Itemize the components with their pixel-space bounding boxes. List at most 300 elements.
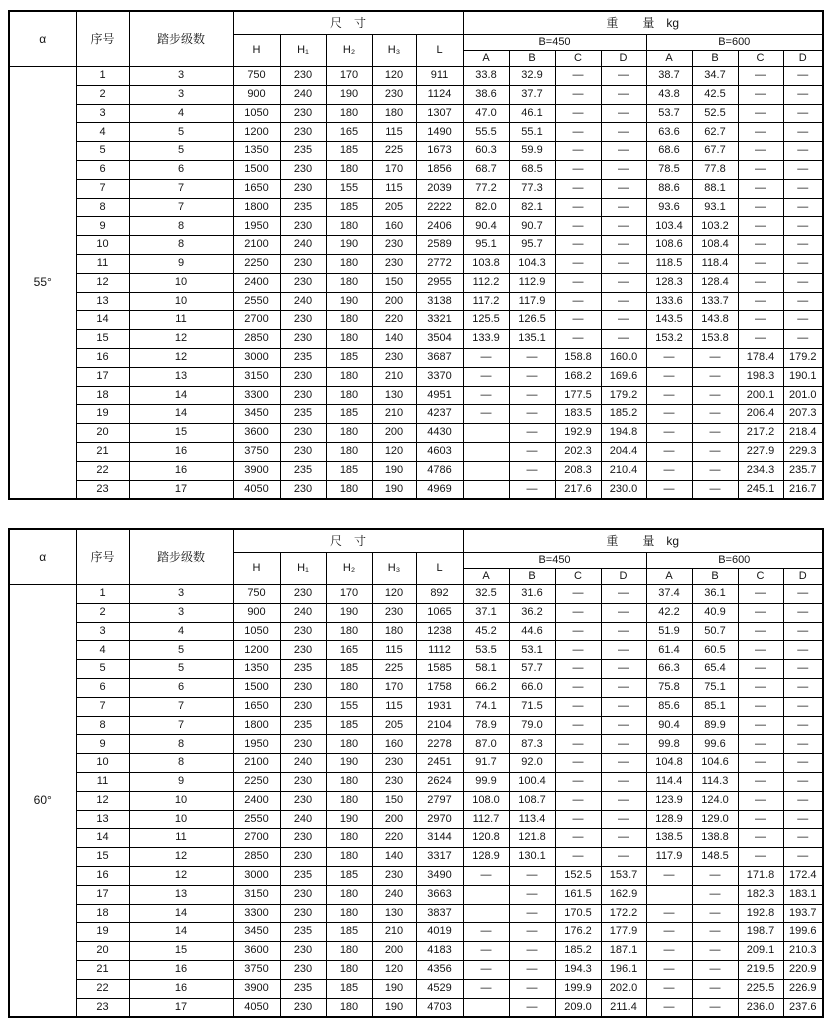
table-row <box>9 236 823 255</box>
cell: 66.0 <box>509 678 555 697</box>
cell: 230 <box>280 998 326 1017</box>
cell: 79.0 <box>509 716 555 735</box>
cell: — <box>692 348 738 367</box>
cell: 138.8 <box>692 829 738 848</box>
cell: 1050 <box>233 104 280 123</box>
table-row <box>9 904 823 923</box>
cell: — <box>646 960 692 979</box>
cell: 185.2 <box>601 405 646 424</box>
cell: 194.3 <box>555 960 601 979</box>
cell: 115 <box>372 179 416 198</box>
table-row <box>9 641 823 660</box>
cell: 23 <box>76 480 129 499</box>
cell: — <box>601 848 646 867</box>
header-b600-col-0: A <box>646 569 692 585</box>
cell: 58.1 <box>463 660 509 679</box>
table-row <box>9 461 823 480</box>
cell: 9 <box>76 217 129 236</box>
cell: 4951 <box>416 386 463 405</box>
header-b600-col-0: A <box>646 51 692 67</box>
cell: 240 <box>372 885 416 904</box>
cell: — <box>738 772 783 791</box>
cell: 7 <box>129 716 233 735</box>
table-row <box>9 923 823 942</box>
cell: — <box>555 791 601 810</box>
cell: 7 <box>129 697 233 716</box>
cell: 1758 <box>416 678 463 697</box>
cell: — <box>783 622 823 641</box>
cell: — <box>555 603 601 622</box>
cell: 150 <box>372 791 416 810</box>
cell: 219.5 <box>738 960 783 979</box>
cell: 3 <box>129 603 233 622</box>
cell: 210 <box>372 923 416 942</box>
cell: 180 <box>326 254 372 273</box>
cell: — <box>509 386 555 405</box>
cell: — <box>738 330 783 349</box>
cell: 1490 <box>416 123 463 142</box>
cell: 190 <box>326 754 372 773</box>
cell: — <box>601 67 646 86</box>
header-dimensions: 尺 寸 <box>233 11 463 35</box>
cell: 75.8 <box>646 678 692 697</box>
cell: 185 <box>326 142 372 161</box>
cell: — <box>692 442 738 461</box>
cell: 170 <box>372 160 416 179</box>
header-steps: 踏步级数 <box>129 11 233 67</box>
cell: 180 <box>326 791 372 810</box>
cell: 128.3 <box>646 273 692 292</box>
cell: 172.4 <box>783 866 823 885</box>
cell: — <box>601 585 646 604</box>
table-row <box>9 979 823 998</box>
cell: — <box>783 104 823 123</box>
cell: 190.1 <box>783 367 823 386</box>
cell: 5 <box>129 123 233 142</box>
cell: 160 <box>372 735 416 754</box>
cell: 230 <box>280 330 326 349</box>
cell: 180 <box>326 735 372 754</box>
cell: — <box>646 480 692 499</box>
cell: — <box>783 311 823 330</box>
table-row <box>9 810 823 829</box>
cell: 180 <box>326 442 372 461</box>
cell: 240 <box>280 236 326 255</box>
cell: — <box>646 386 692 405</box>
cell: 4050 <box>233 480 280 499</box>
cell: 6 <box>129 678 233 697</box>
cell: 200 <box>372 292 416 311</box>
cell: 230 <box>280 791 326 810</box>
cell: 62.7 <box>692 123 738 142</box>
cell: 2550 <box>233 292 280 311</box>
cell: 13 <box>76 810 129 829</box>
alpha-value: 60° <box>9 585 76 1018</box>
cell: 230 <box>280 697 326 716</box>
cell: — <box>555 848 601 867</box>
cell: — <box>646 424 692 443</box>
cell: 16 <box>129 960 233 979</box>
header-dim-col-0: H <box>233 35 280 67</box>
cell: — <box>783 772 823 791</box>
cell: — <box>692 386 738 405</box>
cell: 55.1 <box>509 123 555 142</box>
cell: 190 <box>372 998 416 1017</box>
cell: 190 <box>372 461 416 480</box>
cell: 4019 <box>416 923 463 942</box>
cell: — <box>783 848 823 867</box>
cell: — <box>509 424 555 443</box>
header-b450: B=450 <box>463 35 646 51</box>
table-row <box>9 348 823 367</box>
cell: 230 <box>280 386 326 405</box>
cell: 65.4 <box>692 660 738 679</box>
cell: — <box>555 254 601 273</box>
cell: 17 <box>129 480 233 499</box>
cell: 3000 <box>233 866 280 885</box>
cell: — <box>555 217 601 236</box>
cell: 180 <box>326 904 372 923</box>
cell: 3663 <box>416 885 463 904</box>
cell: 130.1 <box>509 848 555 867</box>
cell: 192.8 <box>738 904 783 923</box>
cell: 198.7 <box>738 923 783 942</box>
cell: 90.4 <box>463 217 509 236</box>
cell: 200.1 <box>738 386 783 405</box>
cell: 77.8 <box>692 160 738 179</box>
cell: 230 <box>280 123 326 142</box>
cell: 124.0 <box>692 791 738 810</box>
cell: 128.9 <box>646 810 692 829</box>
cell: 1200 <box>233 123 280 142</box>
cell: 180 <box>326 678 372 697</box>
cell: 12 <box>76 273 129 292</box>
cell: — <box>463 348 509 367</box>
table-row <box>9 386 823 405</box>
cell: 190 <box>326 85 372 104</box>
cell: — <box>738 791 783 810</box>
cell: — <box>509 367 555 386</box>
cell: 152.5 <box>555 866 601 885</box>
cell: 91.7 <box>463 754 509 773</box>
cell: 230 <box>280 960 326 979</box>
cell: — <box>783 179 823 198</box>
cell: — <box>601 810 646 829</box>
cell: 190 <box>326 236 372 255</box>
cell: 21 <box>76 960 129 979</box>
cell: 8 <box>76 716 129 735</box>
cell: 190 <box>372 979 416 998</box>
cell: 185 <box>326 923 372 942</box>
cell: — <box>783 735 823 754</box>
spec-table-60deg <box>8 528 824 1018</box>
cell: 5 <box>76 660 129 679</box>
cell: 14 <box>76 829 129 848</box>
cell: 4430 <box>416 424 463 443</box>
cell: — <box>692 424 738 443</box>
cell: 118.4 <box>692 254 738 273</box>
cell: 155 <box>326 697 372 716</box>
cell: 3450 <box>233 923 280 942</box>
cell: — <box>738 735 783 754</box>
cell: 23 <box>76 998 129 1017</box>
cell: 16 <box>76 348 129 367</box>
cell: 230 <box>280 160 326 179</box>
cell: 3150 <box>233 367 280 386</box>
cell: 240 <box>280 810 326 829</box>
cell: 104.6 <box>692 754 738 773</box>
header-alpha: α <box>9 11 76 67</box>
cell: 2 <box>76 603 129 622</box>
table-row <box>9 998 823 1017</box>
cell: — <box>601 716 646 735</box>
cell: 2589 <box>416 236 463 255</box>
cell: 3900 <box>233 979 280 998</box>
header-b450-col-1: B <box>509 569 555 585</box>
cell: 75.1 <box>692 678 738 697</box>
cell: 2 <box>76 85 129 104</box>
cell: — <box>601 236 646 255</box>
cell: 176.2 <box>555 923 601 942</box>
cell: 1350 <box>233 142 280 161</box>
cell: 12 <box>129 330 233 349</box>
cell: 13 <box>76 292 129 311</box>
header-dim-col-2: H₂ <box>326 35 372 67</box>
cell: 60.3 <box>463 142 509 161</box>
table-row <box>9 697 823 716</box>
cell: 87.0 <box>463 735 509 754</box>
cell: 177.9 <box>601 923 646 942</box>
cell: 47.0 <box>463 104 509 123</box>
cell: — <box>738 603 783 622</box>
cell: — <box>601 273 646 292</box>
cell: 123.9 <box>646 791 692 810</box>
cell: 13 <box>129 885 233 904</box>
table-row <box>9 85 823 104</box>
cell: — <box>646 367 692 386</box>
cell: 3 <box>129 585 233 604</box>
header-b600-col-3: D <box>783 569 823 585</box>
cell: 237.6 <box>783 998 823 1017</box>
table-row <box>9 160 823 179</box>
cell: 170.5 <box>555 904 601 923</box>
cell: 2400 <box>233 273 280 292</box>
table-row <box>9 754 823 773</box>
cell: 117.9 <box>646 848 692 867</box>
cell: 40.9 <box>692 603 738 622</box>
cell: — <box>601 791 646 810</box>
cell: 10 <box>129 273 233 292</box>
cell: 160.0 <box>601 348 646 367</box>
cell: — <box>646 942 692 961</box>
cell: 120 <box>372 442 416 461</box>
table-row <box>9 866 823 885</box>
cell: — <box>555 198 601 217</box>
cell: 140 <box>372 848 416 867</box>
cell: — <box>783 829 823 848</box>
table-row <box>9 885 823 904</box>
cell: 2406 <box>416 217 463 236</box>
cell: 2850 <box>233 330 280 349</box>
cell: 4356 <box>416 960 463 979</box>
cell: 15 <box>76 330 129 349</box>
cell: — <box>555 641 601 660</box>
cell: 230 <box>280 480 326 499</box>
cell: 230 <box>280 848 326 867</box>
cell: 230.0 <box>601 480 646 499</box>
cell: 140 <box>372 330 416 349</box>
cell: — <box>601 104 646 123</box>
cell: — <box>509 942 555 961</box>
cell: 210 <box>372 405 416 424</box>
cell: 113.4 <box>509 810 555 829</box>
cell: — <box>509 405 555 424</box>
cell: 50.7 <box>692 622 738 641</box>
cell: 220 <box>372 311 416 330</box>
table-row <box>9 67 823 86</box>
cell: 170 <box>326 585 372 604</box>
cell: — <box>783 330 823 349</box>
cell: — <box>509 866 555 885</box>
cell: — <box>738 660 783 679</box>
cell: 46.1 <box>509 104 555 123</box>
cell: 198.3 <box>738 367 783 386</box>
header-serial: 序号 <box>76 11 129 67</box>
cell: — <box>692 367 738 386</box>
cell: — <box>783 754 823 773</box>
cell: — <box>783 142 823 161</box>
header-dim-col-3: H₃ <box>372 35 416 67</box>
table-row <box>9 603 823 622</box>
cell: 180 <box>326 885 372 904</box>
header-dim-col-1: H₁ <box>280 35 326 67</box>
cell: 2850 <box>233 848 280 867</box>
cell: 185 <box>326 979 372 998</box>
cell: 153.2 <box>646 330 692 349</box>
cell: 82.1 <box>509 198 555 217</box>
cell: — <box>783 641 823 660</box>
cell: 1650 <box>233 697 280 716</box>
cell: 67.7 <box>692 142 738 161</box>
cell: — <box>692 960 738 979</box>
table-row <box>9 442 823 461</box>
cell: — <box>738 67 783 86</box>
cell: 5 <box>76 142 129 161</box>
cell: 53.7 <box>646 104 692 123</box>
cell: — <box>555 810 601 829</box>
cell: — <box>601 179 646 198</box>
cell: 210 <box>372 367 416 386</box>
cell: 190 <box>326 292 372 311</box>
header-alpha: α <box>9 529 76 585</box>
cell: — <box>692 998 738 1017</box>
cell: — <box>463 923 509 942</box>
cell: 90.7 <box>509 217 555 236</box>
cell: — <box>783 217 823 236</box>
cell: — <box>601 772 646 791</box>
cell: — <box>783 791 823 810</box>
cell: — <box>509 904 555 923</box>
cell: 1950 <box>233 217 280 236</box>
cell: 117.2 <box>463 292 509 311</box>
cell: 171.8 <box>738 866 783 885</box>
cell: 185 <box>326 866 372 885</box>
cell: 169.6 <box>601 367 646 386</box>
cell: 3317 <box>416 848 463 867</box>
cell: 38.6 <box>463 85 509 104</box>
cell <box>463 442 509 461</box>
cell: 66.3 <box>646 660 692 679</box>
cell: 230 <box>280 904 326 923</box>
cell: 87.3 <box>509 735 555 754</box>
cell: — <box>601 85 646 104</box>
cell: — <box>463 942 509 961</box>
table-row <box>9 829 823 848</box>
cell: 19 <box>76 405 129 424</box>
cell: 115 <box>372 641 416 660</box>
cell: 3 <box>129 67 233 86</box>
cell: 7 <box>129 198 233 217</box>
cell: 208.3 <box>555 461 601 480</box>
cell: 92.0 <box>509 754 555 773</box>
cell: 6 <box>76 678 129 697</box>
cell: 217.6 <box>555 480 601 499</box>
header-b600-col-1: B <box>692 51 738 67</box>
cell: — <box>783 236 823 255</box>
cell: 3750 <box>233 960 280 979</box>
cell: 230 <box>280 829 326 848</box>
cell: — <box>555 754 601 773</box>
cell: 230 <box>280 217 326 236</box>
header-dimensions: 尺 寸 <box>233 529 463 553</box>
cell: 9 <box>129 772 233 791</box>
header-b450-col-0: A <box>463 51 509 67</box>
cell: 2250 <box>233 254 280 273</box>
cell: 15 <box>129 942 233 961</box>
cell: 217.2 <box>738 424 783 443</box>
cell: 17 <box>76 885 129 904</box>
cell: 108.7 <box>509 791 555 810</box>
cell: 82.0 <box>463 198 509 217</box>
cell: — <box>783 160 823 179</box>
header-b600-col-1: B <box>692 569 738 585</box>
cell: 133.7 <box>692 292 738 311</box>
cell: 178.4 <box>738 348 783 367</box>
cell: — <box>783 273 823 292</box>
cell: 1 <box>76 67 129 86</box>
cell: 12 <box>129 348 233 367</box>
cell: 3138 <box>416 292 463 311</box>
cell: 2797 <box>416 791 463 810</box>
header-serial: 序号 <box>76 529 129 585</box>
cell: 9 <box>76 735 129 754</box>
cell: 128.9 <box>463 848 509 867</box>
cell: — <box>783 67 823 86</box>
cell: 235 <box>280 979 326 998</box>
cell: 68.5 <box>509 160 555 179</box>
cell: 2250 <box>233 772 280 791</box>
cell: 103.2 <box>692 217 738 236</box>
header-b450-col-2: C <box>555 51 601 67</box>
cell: 235 <box>280 716 326 735</box>
cell: 36.2 <box>509 603 555 622</box>
cell: 14 <box>129 923 233 942</box>
cell: 3600 <box>233 424 280 443</box>
cell: 220 <box>372 829 416 848</box>
cell: 11 <box>129 829 233 848</box>
cell: 34.7 <box>692 67 738 86</box>
cell: — <box>601 330 646 349</box>
